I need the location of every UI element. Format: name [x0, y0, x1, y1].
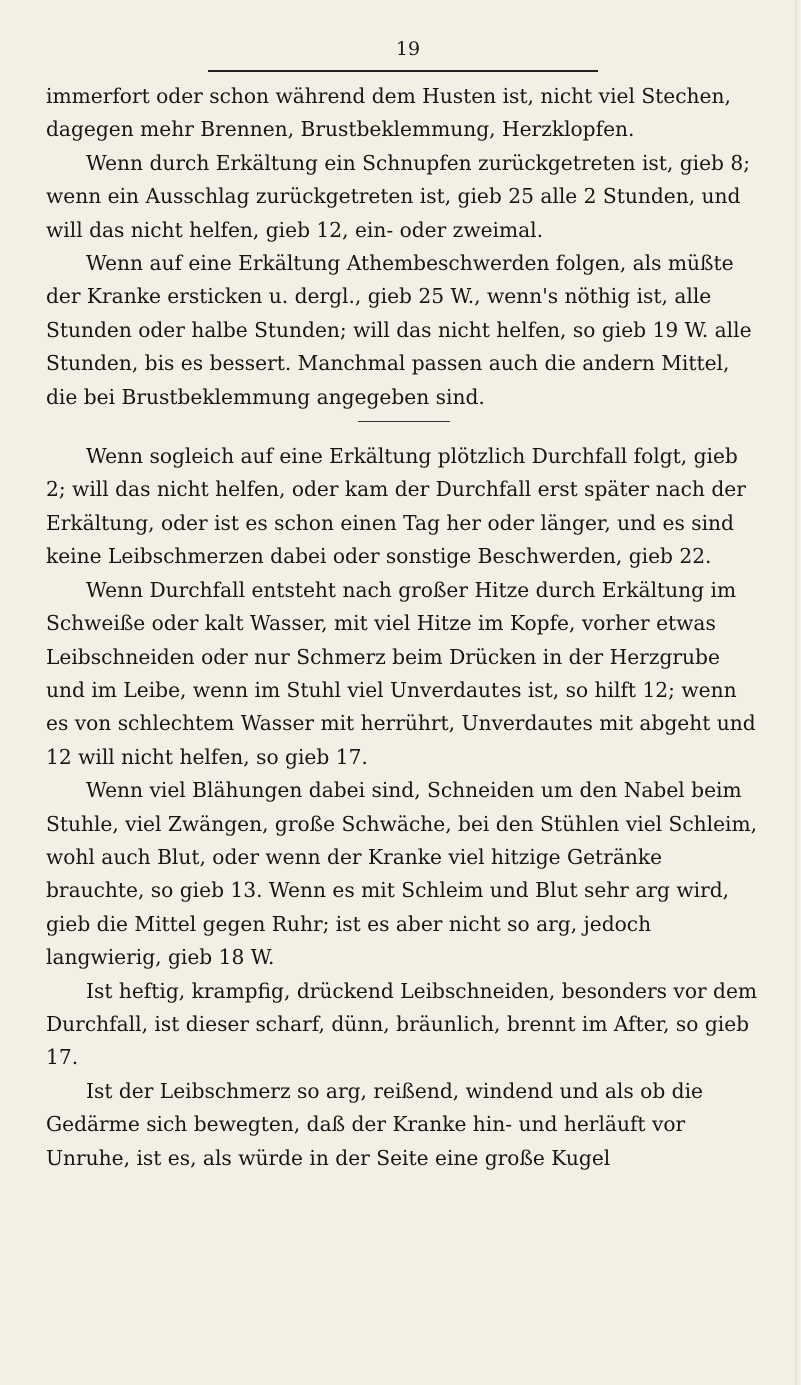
page-number: 19 — [395, 38, 421, 60]
paragraph-blähungen: Wenn viel Blähungen dabei sind, Schneiden um den Nabel beim Stuhle, viel Zwängen, große Schwäche, bei den Stühlen viel Schleim, wohl auch Blut, oder wenn der Kranke viel hitzige Getränke brauchte, so gieb 13. Wenn es mit Schleim und Blut sehr arg wird, gieb die Mittel gegen Ruhr; ist es aber nicht so arg, jedoch langwierig, gieb 18 W. — [46, 778, 758, 970]
paragraph-leibschneiden: Ist heftig, krampfig, drückend Leibschneiden, besonders vor dem Durchfall, ist dieser scharf, dünn, bräunlich, brennt im After, so gieb 17. — [46, 978, 758, 1070]
paragraph-continuation: immerfort oder schon während dem Husten ist, nicht viel Stechen, dagegen mehr Brennen, Brustbeklemmung, Herzklopfen. — [46, 84, 731, 142]
paragraph-leibschmerz: Ist der Leibschmerz so arg, reißend, windend und als ob die Gedärme sich bewegten, daß der Kranke hin- und herläuft vor Unruhe, ist es, als würde in der Seite eine große Kugel — [46, 1078, 703, 1170]
paragraph-schnupfen-ausschlag: Wenn durch Erkältung ein Schnupfen zurückgetreten ist, gieb 8; wenn ein Ausschlag zurückgetreten ist, gieb 25 alle 2 Stunden, und will das nicht helfen, gieb 12, ein- oder zweimal. — [46, 150, 751, 242]
scan-edge — [795, 0, 801, 1385]
section-divider — [358, 421, 450, 422]
paragraph-athembeschwerden: Wenn auf eine Erkältung Athembeschwerden folgen, als müßte der Kranke ersticken u. dergl., gieb 25 W., wenn's nöthig ist, alle Stunden oder halbe Stunden; will das nicht helfen, so gieb 19 W. alle Stunden, bis es bessert. Manchmal passen auch die andern Mittel, die bei Brustbeklemmung angegeben sind. — [46, 251, 752, 409]
header-rule — [208, 70, 598, 72]
paragraph-durchfall-hitze: Wenn Durchfall entsteht nach großer Hitze durch Erkältung im Schweiße oder kalt Wasser, mit viel Hitze im Kopfe, vorher etwas Leibschneiden oder nur Schmerz beim Drücken in der Herzgrube und im Leibe, wenn im Stuhl viel Unverdautes ist, so hilft 12; wenn es von schlechtem Wasser mit herrührt, Unverdautes mit abgeht und 12 will nicht helfen, so gieb 17. — [46, 577, 756, 769]
paragraph-durchfall-plötzlich: Wenn sogleich auf eine Erkältung plötzlich Durchfall folgt, gieb 2; will das nicht helfen, oder kam der Durchfall erst später nach der Erkältung, oder ist es schon einen Tag her oder länger, und es sind keine Leibschmerzen dabei oder sonstige Beschwerden, gieb 22. — [46, 444, 746, 569]
page-body — [46, 80, 758, 1175]
